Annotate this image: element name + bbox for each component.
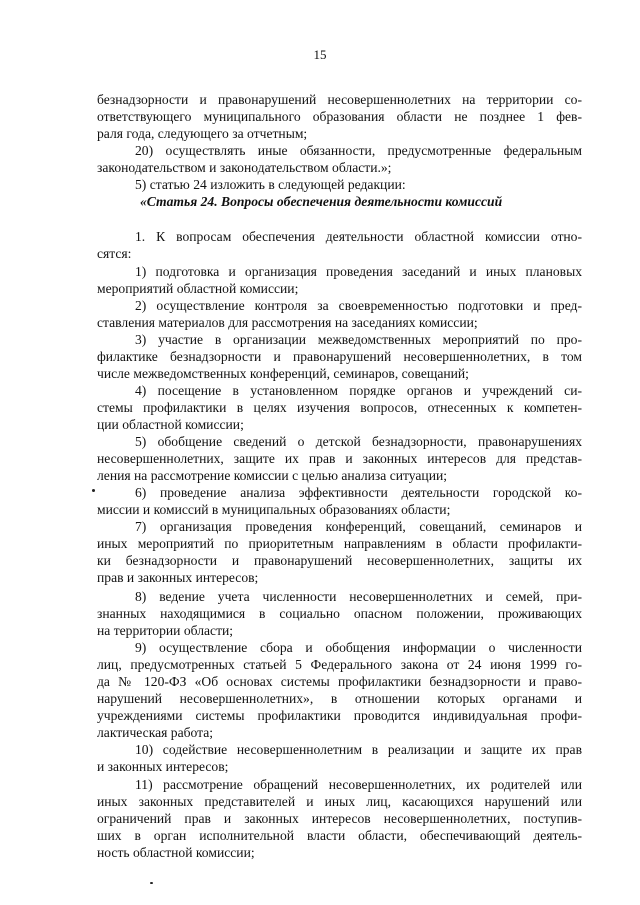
text-line: сятся: bbox=[97, 246, 132, 261]
text-line: ставления материалов для рассмотрения на заседаниях комиссии; bbox=[97, 315, 478, 330]
text-line: 3) участие в организации межведомственных мероприятий по про- bbox=[135, 332, 582, 347]
text-line: на территории области; bbox=[97, 623, 234, 638]
text-line: 1) подготовка и организация проведения заседаний и иных плановых bbox=[135, 264, 582, 279]
text-line: ции областной комиссии; bbox=[97, 417, 244, 432]
text-line: иных законных представителей и иных лиц, касающихся нарушений или bbox=[97, 794, 582, 809]
text-line: прав и законных интересов; bbox=[97, 570, 259, 585]
text-line: нарушений несовершеннолетних», в отношении которых органами и bbox=[97, 691, 582, 706]
text-line: ки безнадзорности и правонарушений несовершеннолетних, защиты их bbox=[97, 553, 582, 568]
text-line: 8) ведение учета численности несовершеннолетних и семей, при- bbox=[135, 589, 582, 604]
text-line: 4) посещение в установленном порядке органов и учреждений си- bbox=[135, 383, 582, 398]
text-line: учреждениями системы профилактики проводится индивидуальная профи- bbox=[97, 708, 582, 723]
scan-speck bbox=[92, 489, 95, 492]
text-line: миссии и комиссий в муниципальных образованиях области; bbox=[97, 502, 451, 517]
text-line: 11) рассмотрение обращений несовершеннолетних, их родителей или bbox=[135, 777, 582, 792]
text-line: 20) осуществлять иные обязанности, предусмотренные федеральным bbox=[135, 143, 582, 158]
text-line: ность областной комиссии; bbox=[97, 845, 255, 860]
page-number: 15 bbox=[313, 47, 327, 62]
text-line: иных мероприятий по приоритетным направлениям в области профилакти- bbox=[97, 536, 582, 551]
text-line: раля года, следующего за отчетным; bbox=[97, 126, 308, 141]
text-line: 10) содействие несовершеннолетним в реализации и защите их прав bbox=[135, 742, 582, 757]
text-line: 5) обобщение сведений о детской безнадзорности, правонарушениях bbox=[135, 434, 582, 449]
text-line: лактическая работа; bbox=[97, 725, 214, 740]
text-line: 2) осуществление контроля за своевременностью подготовки и пред- bbox=[135, 298, 582, 313]
text-line: ограничений прав и законных интересов несовершеннолетних, поступив- bbox=[97, 811, 582, 826]
scan-speck bbox=[150, 882, 153, 884]
text-line: безнадзорности и правонарушений несовершеннолетних на территории со- bbox=[97, 92, 582, 107]
text-line: ших в орган исполнительной власти области, обеспечивающий деятель- bbox=[97, 828, 582, 843]
text-line: несовершеннолетних, защите их прав и законных интересов для представ- bbox=[97, 451, 582, 466]
text-line: числе межведомственных конференций, семинаров, совещаний; bbox=[97, 366, 469, 381]
text-line: лиц, предусмотренных статьей 5 Федерального закона от 24 июня 1999 го- bbox=[97, 657, 582, 672]
text-line: и законных интересов; bbox=[97, 759, 229, 774]
text-line: стемы профилактики в целях изучения вопросов, отнесенных к компетен- bbox=[97, 400, 582, 415]
text-line: 6) проведение анализа эффективности деятельности городской ко- bbox=[135, 485, 582, 500]
text-line: 5) статью 24 изложить в следующей редакции: bbox=[135, 177, 406, 192]
text-line: знанных находящимися в социально опасном положении, проживающих bbox=[97, 606, 582, 621]
article-heading: «Статья 24. Вопросы обеспечения деятельности комиссий bbox=[140, 194, 503, 209]
text-line: 7) организация проведения конференций, совещаний, семинаров и bbox=[135, 519, 582, 534]
text-line: да № 120-ФЗ «Об основах системы профилактики безнадзорности и право- bbox=[97, 674, 582, 689]
text-line: 9) осуществление сбора и обобщения информации о численности bbox=[135, 640, 582, 655]
text-line: законодательством и законодательством области.»; bbox=[97, 160, 392, 175]
text-line: ления на рассмотрение комиссии с целью анализа ситуации; bbox=[97, 468, 448, 483]
text-line: филактике безнадзорности и правонарушений несовершеннолетних, в том bbox=[97, 349, 582, 364]
text-line: 1. К вопросам обеспечения деятельности областной комиссии отно- bbox=[135, 229, 582, 244]
text-line: ответствующего муниципального образования области не позднее 1 фев- bbox=[97, 109, 582, 124]
text-line: мероприятий областной комиссии; bbox=[97, 281, 299, 296]
